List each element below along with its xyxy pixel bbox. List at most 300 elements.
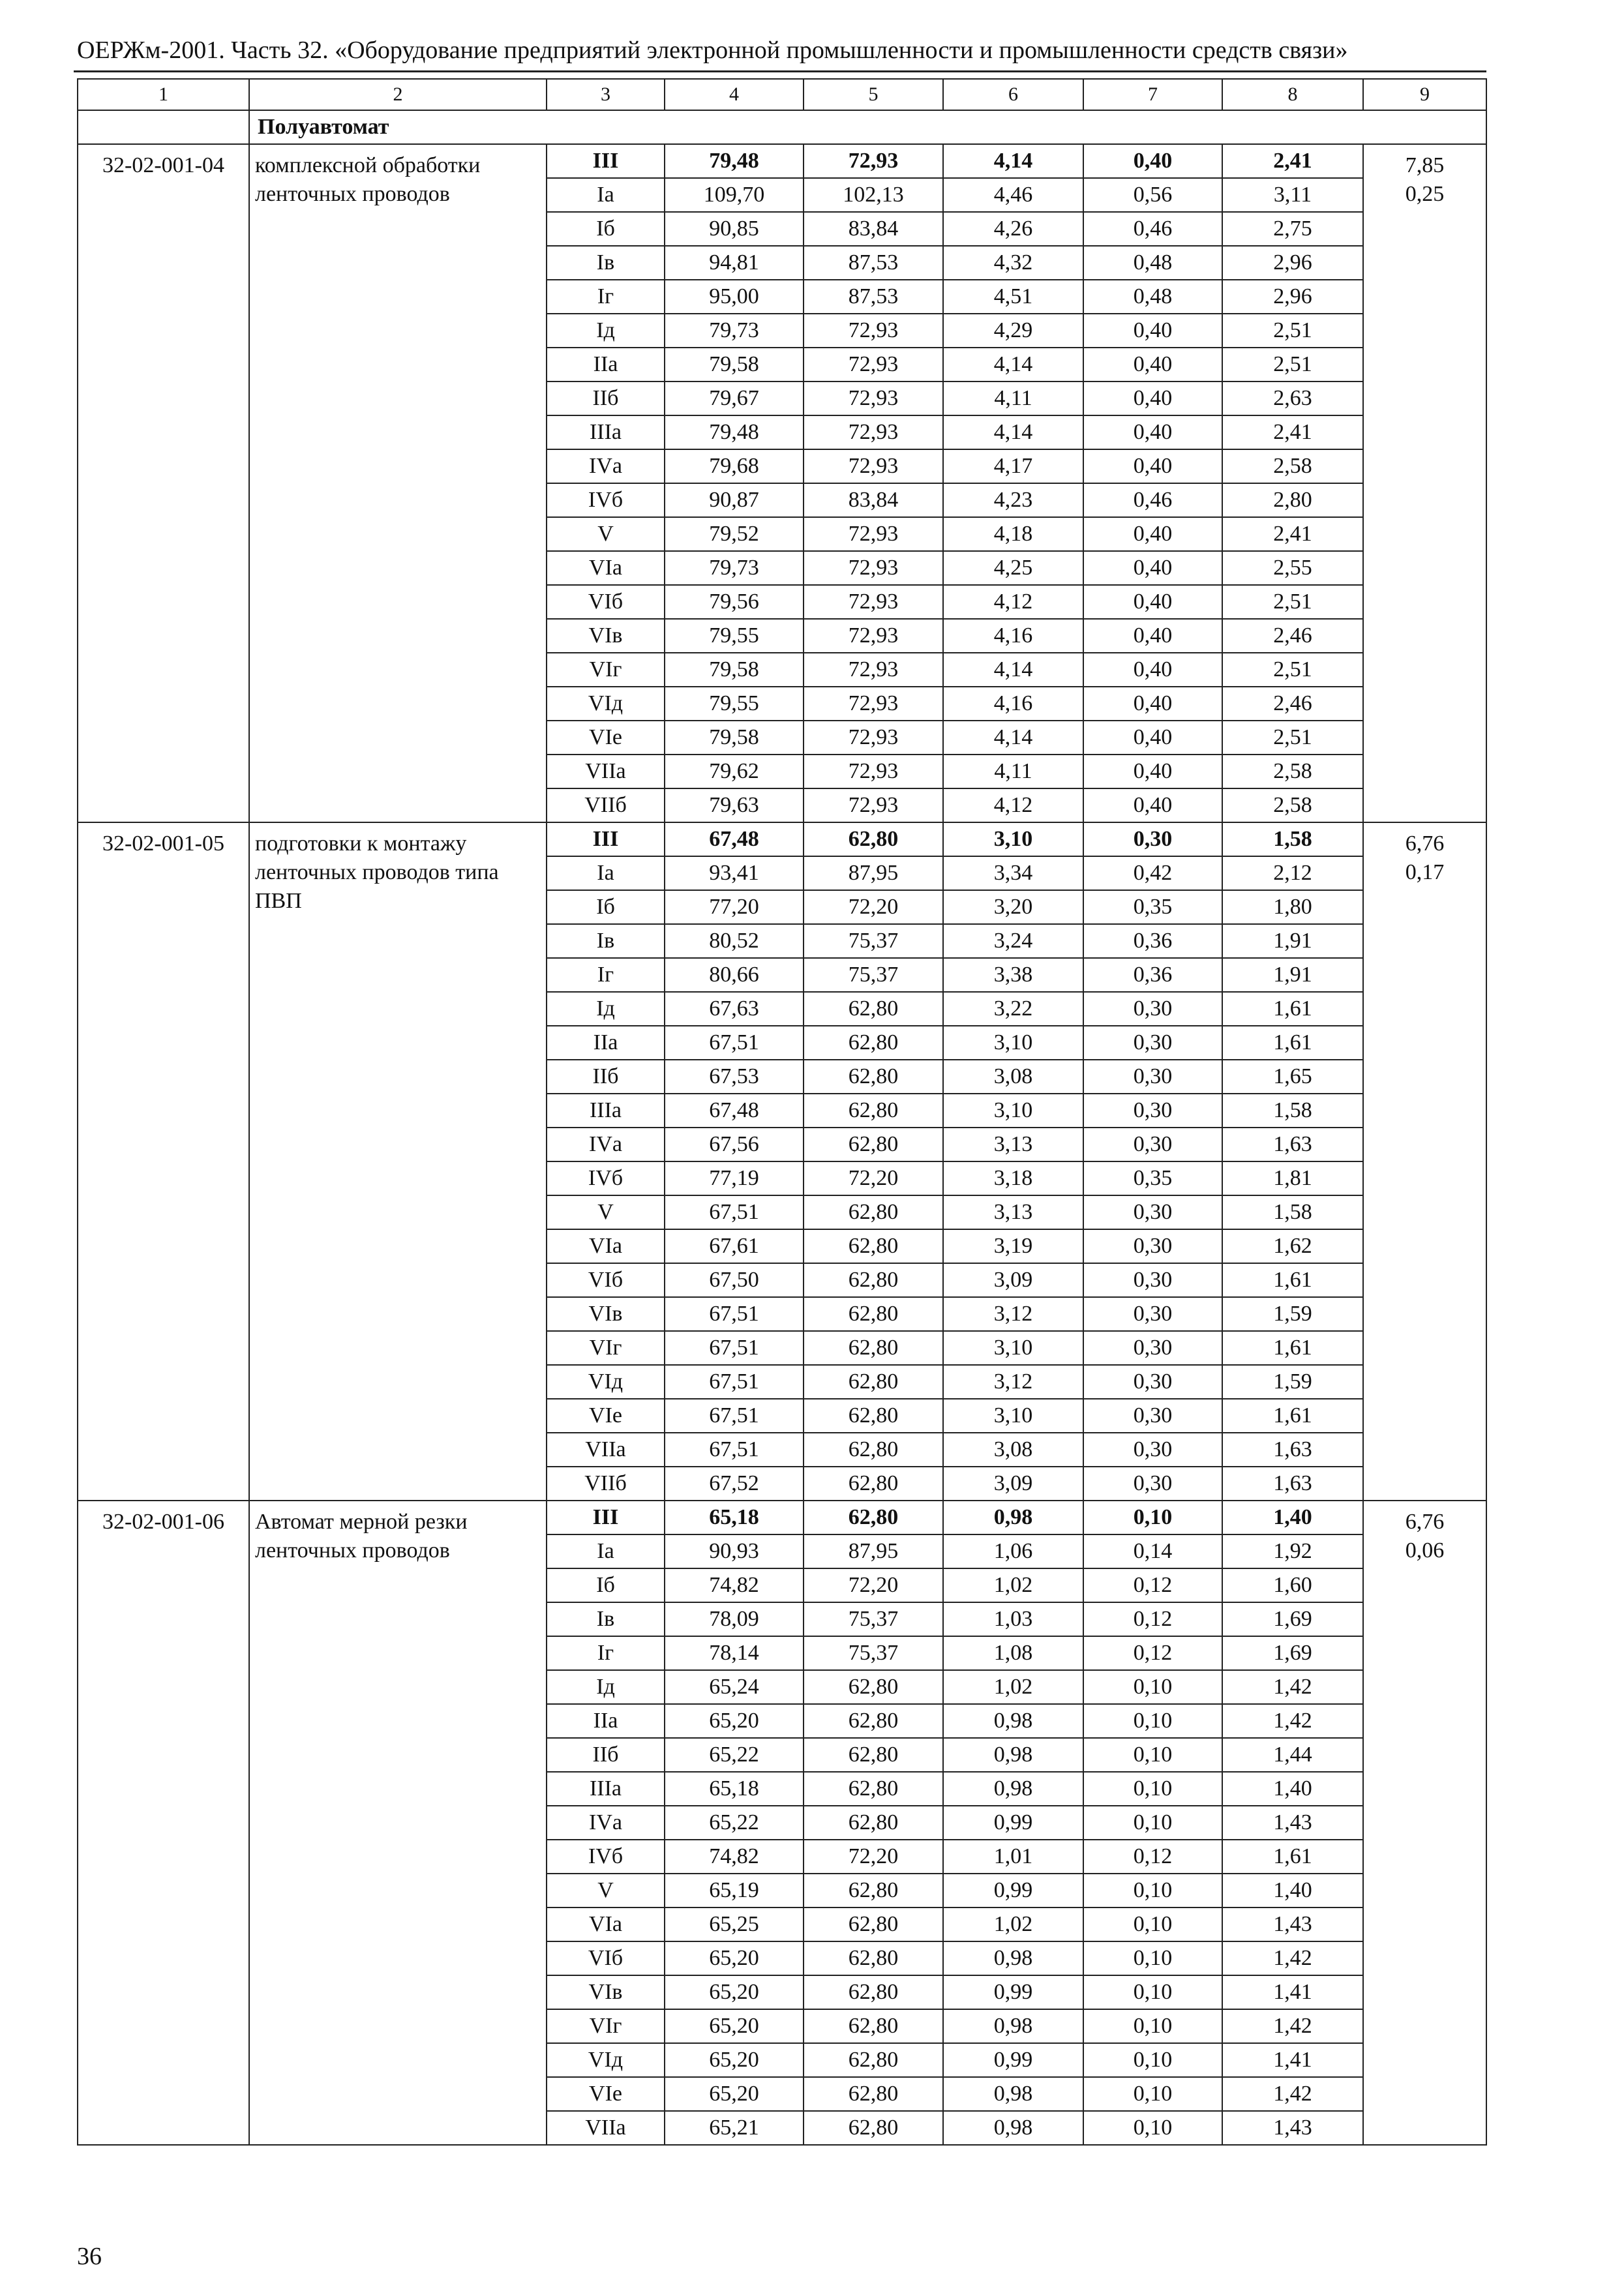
- value-cell: 72,93: [804, 517, 943, 551]
- value-cell: 79,55: [665, 619, 804, 653]
- value-cell: 0,30: [1083, 1331, 1222, 1365]
- zone-class-cell: Iа: [547, 178, 665, 212]
- value-cell: 0,46: [1083, 483, 1222, 517]
- value-cell: 79,62: [665, 755, 804, 788]
- value-cell: 72,93: [804, 415, 943, 449]
- value-cell: 4,46: [943, 178, 1083, 212]
- value-cell: 1,63: [1222, 1433, 1363, 1467]
- zone-class-cell: VIг: [547, 2009, 665, 2043]
- value-cell: 79,63: [665, 788, 804, 822]
- zone-class-cell: VIIб: [547, 1467, 665, 1501]
- value-cell: 0,40: [1083, 144, 1222, 178]
- value-cell: 67,63: [665, 992, 804, 1026]
- value-cell: 1,42: [1222, 2077, 1363, 2111]
- value-cell: 2,41: [1222, 517, 1363, 551]
- zone-class-cell: Iг: [547, 1636, 665, 1670]
- value-cell: 1,61: [1222, 1399, 1363, 1433]
- value-cell: 2,58: [1222, 449, 1363, 483]
- zone-class-cell: IIIа: [547, 1094, 665, 1128]
- zone-class-cell: IIб: [547, 1738, 665, 1772]
- zone-class-cell: VIв: [547, 1297, 665, 1331]
- column-number: 4: [665, 79, 804, 110]
- value-cell: 1,61: [1222, 1263, 1363, 1297]
- value-cell: 0,30: [1083, 1195, 1222, 1229]
- value-cell: 1,69: [1222, 1602, 1363, 1636]
- value-cell: 67,51: [665, 1331, 804, 1365]
- value-cell: 4,16: [943, 619, 1083, 653]
- value-cell: 72,20: [804, 1568, 943, 1602]
- value-cell: 72,93: [804, 687, 943, 721]
- value-cell: 1,62: [1222, 1229, 1363, 1263]
- value-cell: 2,46: [1222, 687, 1363, 721]
- value-cell: 90,93: [665, 1534, 804, 1568]
- value-cell: 2,51: [1222, 585, 1363, 619]
- value-cell: 87,53: [804, 246, 943, 280]
- column-9-value: 0,25: [1405, 182, 1445, 206]
- value-cell: 75,37: [804, 958, 943, 992]
- zone-class-cell: IVа: [547, 1806, 665, 1840]
- value-cell: 1,01: [943, 1840, 1083, 1874]
- value-cell: 67,48: [665, 1094, 804, 1128]
- value-cell: 93,41: [665, 856, 804, 890]
- value-cell: 78,09: [665, 1602, 804, 1636]
- zone-class-cell: VIе: [547, 1399, 665, 1433]
- value-cell: 2,80: [1222, 483, 1363, 517]
- column-9-value: 6,76: [1405, 1510, 1445, 1534]
- value-cell: 67,61: [665, 1229, 804, 1263]
- value-cell: 62,80: [804, 1433, 943, 1467]
- value-cell: 0,10: [1083, 1501, 1222, 1534]
- value-cell: 62,80: [804, 1060, 943, 1094]
- value-cell: 62,80: [804, 2077, 943, 2111]
- value-cell: 0,40: [1083, 755, 1222, 788]
- value-cell: 0,10: [1083, 2111, 1222, 2145]
- value-cell: 3,13: [943, 1195, 1083, 1229]
- value-cell: 78,14: [665, 1636, 804, 1670]
- value-cell: 72,93: [804, 382, 943, 415]
- value-cell: 87,53: [804, 280, 943, 314]
- value-cell: 1,63: [1222, 1467, 1363, 1501]
- zone-class-cell: Iб: [547, 1568, 665, 1602]
- value-cell: 62,80: [804, 1874, 943, 1908]
- value-cell: 2,51: [1222, 653, 1363, 687]
- value-cell: 0,30: [1083, 1128, 1222, 1161]
- zone-class-cell: III: [547, 822, 665, 856]
- value-cell: 87,95: [804, 1534, 943, 1568]
- column-9-value: 6,76: [1405, 831, 1445, 856]
- value-cell: 0,98: [943, 1738, 1083, 1772]
- value-cell: 1,08: [943, 1636, 1083, 1670]
- value-cell: 77,20: [665, 890, 804, 924]
- value-cell: 72,93: [804, 788, 943, 822]
- value-cell: 1,40: [1222, 1772, 1363, 1806]
- value-cell: 0,48: [1083, 280, 1222, 314]
- value-cell: 62,80: [804, 1365, 943, 1399]
- value-cell: 1,58: [1222, 822, 1363, 856]
- zone-class-cell: VIIа: [547, 2111, 665, 2145]
- value-cell: 109,70: [665, 178, 804, 212]
- value-cell: 67,56: [665, 1128, 804, 1161]
- value-cell: 1,43: [1222, 1806, 1363, 1840]
- value-cell: 65,20: [665, 2043, 804, 2077]
- value-cell: 65,25: [665, 1908, 804, 1941]
- value-cell: 65,22: [665, 1738, 804, 1772]
- value-cell: 1,65: [1222, 1060, 1363, 1094]
- value-cell: 0,12: [1083, 1568, 1222, 1602]
- value-cell: 2,75: [1222, 212, 1363, 246]
- value-cell: 1,58: [1222, 1094, 1363, 1128]
- value-cell: 67,48: [665, 822, 804, 856]
- column-number: 1: [78, 79, 249, 110]
- value-cell: 79,56: [665, 585, 804, 619]
- value-cell: 1,42: [1222, 1941, 1363, 1975]
- rates-table: [77, 78, 1487, 2146]
- column-9-cell: [1363, 822, 1486, 1501]
- value-cell: 65,21: [665, 2111, 804, 2145]
- value-cell: 0,99: [943, 1874, 1083, 1908]
- zone-class-cell: IIб: [547, 382, 665, 415]
- value-cell: 0,98: [943, 2077, 1083, 2111]
- value-cell: 65,20: [665, 1975, 804, 2009]
- value-cell: 2,51: [1222, 314, 1363, 348]
- value-cell: 0,99: [943, 1806, 1083, 1840]
- value-cell: 72,93: [804, 721, 943, 755]
- value-cell: 0,30: [1083, 822, 1222, 856]
- zone-class-cell: IIIа: [547, 1772, 665, 1806]
- value-cell: 62,80: [804, 1806, 943, 1840]
- value-cell: 0,10: [1083, 1772, 1222, 1806]
- value-cell: 0,30: [1083, 1263, 1222, 1297]
- value-cell: 62,80: [804, 1467, 943, 1501]
- value-cell: 0,12: [1083, 1840, 1222, 1874]
- value-cell: 62,80: [804, 2111, 943, 2145]
- value-cell: 3,10: [943, 1094, 1083, 1128]
- value-cell: 0,10: [1083, 2009, 1222, 2043]
- value-cell: 0,42: [1083, 856, 1222, 890]
- value-cell: 0,40: [1083, 619, 1222, 653]
- value-cell: 0,40: [1083, 788, 1222, 822]
- value-cell: 62,80: [804, 1738, 943, 1772]
- value-cell: 0,12: [1083, 1602, 1222, 1636]
- value-cell: 1,03: [943, 1602, 1083, 1636]
- zone-class-cell: Iв: [547, 1602, 665, 1636]
- value-cell: 1,06: [943, 1534, 1083, 1568]
- value-cell: 0,99: [943, 1975, 1083, 2009]
- value-cell: 72,20: [804, 1840, 943, 1874]
- zone-class-cell: IIа: [547, 1704, 665, 1738]
- zone-class-cell: IVа: [547, 449, 665, 483]
- group-title: Полуавтомат: [249, 110, 1486, 144]
- value-cell: 65,19: [665, 1874, 804, 1908]
- value-cell: 0,56: [1083, 178, 1222, 212]
- value-cell: 1,02: [943, 1568, 1083, 1602]
- value-cell: 65,18: [665, 1501, 804, 1534]
- zone-class-cell: Iб: [547, 890, 665, 924]
- zone-class-cell: V: [547, 1874, 665, 1908]
- rate-code: 32-02-001-04: [78, 144, 249, 822]
- value-cell: 62,80: [804, 1297, 943, 1331]
- value-cell: 0,40: [1083, 382, 1222, 415]
- value-cell: 75,37: [804, 1636, 943, 1670]
- value-cell: 4,11: [943, 382, 1083, 415]
- value-cell: 4,14: [943, 415, 1083, 449]
- value-cell: 0,98: [943, 1772, 1083, 1806]
- zone-class-cell: VIIа: [547, 1433, 665, 1467]
- value-cell: 0,10: [1083, 2077, 1222, 2111]
- zone-class-cell: IIа: [547, 348, 665, 382]
- column-number: 6: [943, 79, 1083, 110]
- value-cell: 62,80: [804, 1941, 943, 1975]
- zone-class-cell: V: [547, 517, 665, 551]
- value-cell: 65,20: [665, 1941, 804, 1975]
- value-cell: 3,10: [943, 1399, 1083, 1433]
- value-cell: 3,11: [1222, 178, 1363, 212]
- zone-class-cell: Iг: [547, 958, 665, 992]
- value-cell: 2,46: [1222, 619, 1363, 653]
- value-cell: 72,93: [804, 449, 943, 483]
- column-9-cell: [1363, 1501, 1486, 2145]
- value-cell: 62,80: [804, 1501, 943, 1534]
- column-number: 7: [1083, 79, 1222, 110]
- value-cell: 62,80: [804, 1908, 943, 1941]
- value-cell: 0,30: [1083, 1094, 1222, 1128]
- value-cell: 0,10: [1083, 1908, 1222, 1941]
- value-cell: 67,51: [665, 1297, 804, 1331]
- value-cell: 62,80: [804, 2009, 943, 2043]
- value-cell: 4,26: [943, 212, 1083, 246]
- value-cell: 0,12: [1083, 1636, 1222, 1670]
- value-cell: 67,51: [665, 1195, 804, 1229]
- value-cell: 87,95: [804, 856, 943, 890]
- value-cell: 1,61: [1222, 1331, 1363, 1365]
- zone-class-cell: VIб: [547, 1941, 665, 1975]
- value-cell: 102,13: [804, 178, 943, 212]
- column-number: 9: [1363, 79, 1486, 110]
- value-cell: 0,48: [1083, 246, 1222, 280]
- group-row: [78, 110, 1486, 144]
- value-cell: 62,80: [804, 1128, 943, 1161]
- column-number: 2: [249, 79, 547, 110]
- value-cell: 0,99: [943, 2043, 1083, 2077]
- value-cell: 77,19: [665, 1161, 804, 1195]
- value-cell: 67,51: [665, 1026, 804, 1060]
- value-cell: 62,80: [804, 1026, 943, 1060]
- value-cell: 0,36: [1083, 924, 1222, 958]
- value-cell: 62,80: [804, 1772, 943, 1806]
- value-cell: 72,93: [804, 144, 943, 178]
- value-cell: 65,18: [665, 1772, 804, 1806]
- zone-class-cell: Iд: [547, 992, 665, 1026]
- value-cell: 4,32: [943, 246, 1083, 280]
- value-cell: 1,81: [1222, 1161, 1363, 1195]
- value-cell: 80,66: [665, 958, 804, 992]
- zone-class-cell: VIа: [547, 1229, 665, 1263]
- value-cell: 0,98: [943, 1704, 1083, 1738]
- zone-class-cell: Iб: [547, 212, 665, 246]
- value-cell: 4,14: [943, 721, 1083, 755]
- zone-class-cell: V: [547, 1195, 665, 1229]
- value-cell: 75,37: [804, 1602, 943, 1636]
- value-cell: 2,51: [1222, 721, 1363, 755]
- value-cell: 3,13: [943, 1128, 1083, 1161]
- value-cell: 2,96: [1222, 246, 1363, 280]
- zone-class-cell: VIв: [547, 1975, 665, 2009]
- rate-description: комплексной обработки ленточных проводов: [249, 144, 547, 822]
- value-cell: 72,20: [804, 890, 943, 924]
- value-cell: 62,80: [804, 1704, 943, 1738]
- column-9-value: 0,06: [1405, 1538, 1445, 1563]
- value-cell: 2,51: [1222, 348, 1363, 382]
- value-cell: 0,46: [1083, 212, 1222, 246]
- value-cell: 72,93: [804, 314, 943, 348]
- value-cell: 0,30: [1083, 1229, 1222, 1263]
- value-cell: 3,10: [943, 1026, 1083, 1060]
- zone-class-cell: VIе: [547, 721, 665, 755]
- value-cell: 62,80: [804, 992, 943, 1026]
- value-cell: 74,82: [665, 1840, 804, 1874]
- value-cell: 4,51: [943, 280, 1083, 314]
- zone-class-cell: III: [547, 144, 665, 178]
- value-cell: 65,20: [665, 1704, 804, 1738]
- value-cell: 4,14: [943, 653, 1083, 687]
- zone-class-cell: VIг: [547, 1331, 665, 1365]
- value-cell: 4,11: [943, 755, 1083, 788]
- value-cell: 2,58: [1222, 788, 1363, 822]
- column-9-value: 7,85: [1405, 153, 1445, 177]
- value-cell: 90,85: [665, 212, 804, 246]
- value-cell: 3,19: [943, 1229, 1083, 1263]
- column-9-value: 0,17: [1405, 860, 1445, 884]
- zone-class-cell: VIа: [547, 1908, 665, 1941]
- value-cell: 0,40: [1083, 551, 1222, 585]
- value-cell: 1,59: [1222, 1297, 1363, 1331]
- value-cell: 1,42: [1222, 1704, 1363, 1738]
- value-cell: 79,52: [665, 517, 804, 551]
- value-cell: 94,81: [665, 246, 804, 280]
- value-cell: 65,20: [665, 2077, 804, 2111]
- value-cell: 0,36: [1083, 958, 1222, 992]
- value-cell: 1,59: [1222, 1365, 1363, 1399]
- value-cell: 74,82: [665, 1568, 804, 1602]
- value-cell: 3,08: [943, 1433, 1083, 1467]
- value-cell: 1,40: [1222, 1501, 1363, 1534]
- value-cell: 79,48: [665, 415, 804, 449]
- value-cell: 0,40: [1083, 314, 1222, 348]
- value-cell: 4,12: [943, 585, 1083, 619]
- value-cell: 3,10: [943, 1331, 1083, 1365]
- value-cell: 65,24: [665, 1670, 804, 1704]
- zone-class-cell: IVа: [547, 1128, 665, 1161]
- value-cell: 3,10: [943, 822, 1083, 856]
- header-rule: [74, 70, 1486, 72]
- value-cell: 1,80: [1222, 890, 1363, 924]
- value-cell: 0,40: [1083, 721, 1222, 755]
- value-cell: 4,12: [943, 788, 1083, 822]
- value-cell: 1,58: [1222, 1195, 1363, 1229]
- value-cell: 3,24: [943, 924, 1083, 958]
- value-cell: 0,30: [1083, 1365, 1222, 1399]
- value-cell: 3,18: [943, 1161, 1083, 1195]
- column-number: 8: [1222, 79, 1363, 110]
- value-cell: 0,35: [1083, 890, 1222, 924]
- column-number-row: [78, 79, 1486, 110]
- value-cell: 67,51: [665, 1365, 804, 1399]
- zone-class-cell: Iд: [547, 314, 665, 348]
- value-cell: 1,91: [1222, 924, 1363, 958]
- group-code-cell: [78, 110, 249, 144]
- value-cell: 0,10: [1083, 2043, 1222, 2077]
- value-cell: 72,93: [804, 755, 943, 788]
- value-cell: 1,42: [1222, 2009, 1363, 2043]
- value-cell: 62,80: [804, 1229, 943, 1263]
- value-cell: 79,48: [665, 144, 804, 178]
- value-cell: 67,51: [665, 1399, 804, 1433]
- value-cell: 0,30: [1083, 1297, 1222, 1331]
- value-cell: 0,40: [1083, 348, 1222, 382]
- column-number: 5: [804, 79, 943, 110]
- value-cell: 0,30: [1083, 1433, 1222, 1467]
- value-cell: 62,80: [804, 1263, 943, 1297]
- value-cell: 0,30: [1083, 992, 1222, 1026]
- value-cell: 0,10: [1083, 1738, 1222, 1772]
- value-cell: 95,00: [665, 280, 804, 314]
- value-cell: 1,60: [1222, 1568, 1363, 1602]
- value-cell: 65,22: [665, 1806, 804, 1840]
- value-cell: 67,50: [665, 1263, 804, 1297]
- zone-class-cell: Iв: [547, 246, 665, 280]
- value-cell: 72,93: [804, 585, 943, 619]
- rate-code: 32-02-001-05: [78, 822, 249, 1501]
- value-cell: 67,51: [665, 1433, 804, 1467]
- value-cell: 0,40: [1083, 449, 1222, 483]
- value-cell: 90,87: [665, 483, 804, 517]
- page-header: ОЕРЖм-2001. Часть 32. «Оборудование предприятий электронной промышленности и промышленности средств связи»: [77, 37, 1348, 64]
- value-cell: 4,14: [943, 348, 1083, 382]
- value-cell: 3,34: [943, 856, 1083, 890]
- value-cell: 1,92: [1222, 1534, 1363, 1568]
- value-cell: 4,17: [943, 449, 1083, 483]
- value-cell: 83,84: [804, 483, 943, 517]
- value-cell: 1,61: [1222, 992, 1363, 1026]
- value-cell: 1,40: [1222, 1874, 1363, 1908]
- value-cell: 0,98: [943, 2009, 1083, 2043]
- value-cell: 0,30: [1083, 1467, 1222, 1501]
- rate-description: Автомат мерной резки ленточных проводов: [249, 1501, 547, 2145]
- zone-class-cell: Iд: [547, 1670, 665, 1704]
- zone-class-cell: VIг: [547, 653, 665, 687]
- value-cell: 72,93: [804, 619, 943, 653]
- value-cell: 1,91: [1222, 958, 1363, 992]
- value-cell: 62,80: [804, 1399, 943, 1433]
- value-cell: 0,30: [1083, 1399, 1222, 1433]
- value-cell: 0,10: [1083, 1704, 1222, 1738]
- value-cell: 1,41: [1222, 1975, 1363, 2009]
- value-cell: 1,69: [1222, 1636, 1363, 1670]
- value-cell: 62,80: [804, 822, 943, 856]
- value-cell: 72,93: [804, 551, 943, 585]
- value-cell: 4,25: [943, 551, 1083, 585]
- value-cell: 2,41: [1222, 144, 1363, 178]
- value-cell: 0,30: [1083, 1060, 1222, 1094]
- value-cell: 1,61: [1222, 1026, 1363, 1060]
- zone-class-cell: VIа: [547, 551, 665, 585]
- value-cell: 72,93: [804, 348, 943, 382]
- zone-class-cell: VIIа: [547, 755, 665, 788]
- value-cell: 3,09: [943, 1467, 1083, 1501]
- value-cell: 1,43: [1222, 1908, 1363, 1941]
- value-cell: 67,52: [665, 1467, 804, 1501]
- value-cell: 79,67: [665, 382, 804, 415]
